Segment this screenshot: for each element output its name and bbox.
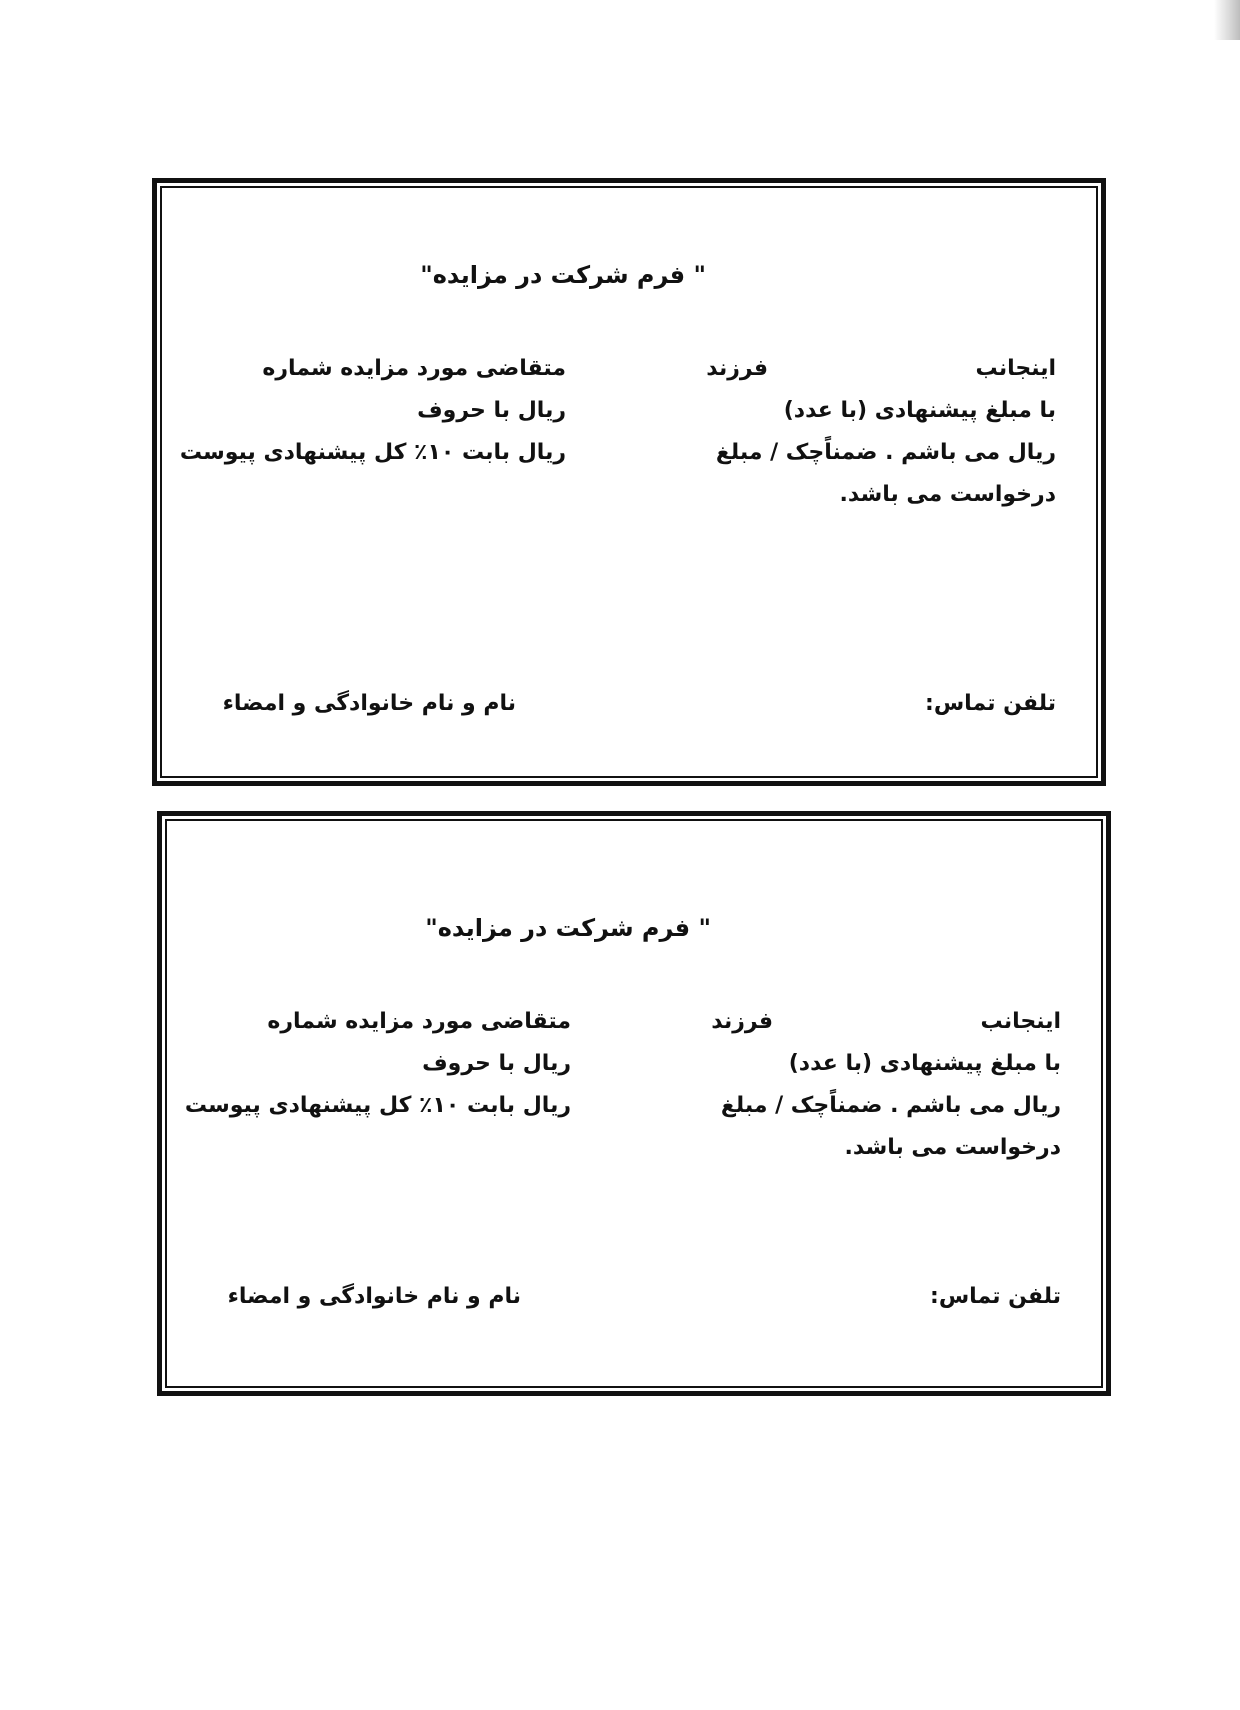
auction-form-1 xyxy=(152,178,1106,786)
request-closing-text: درخواست می باشد. xyxy=(844,1135,1061,1160)
child-of-label: فرزند xyxy=(706,356,768,381)
deposit-percent-label: ریال بابت ۱۰٪ کل پیشنهادی پیوست xyxy=(179,440,566,465)
signature-label: نام و نام خانوادگی و امضاء xyxy=(227,1284,521,1309)
auction-number-label: متقاضی مورد مزایده شماره xyxy=(262,356,566,381)
bid-amount-words-label: ریال با حروف xyxy=(422,1051,571,1076)
applicant-label: اینجانب xyxy=(975,356,1056,381)
deposit-percent-label: ریال بابت ۱۰٪ کل پیشنهادی پیوست xyxy=(184,1093,571,1118)
form-title: " فرم شرکت در مزایده" xyxy=(420,261,706,289)
child-of-label: فرزند xyxy=(711,1009,773,1034)
bid-amount-numeric-label: با مبلغ پیشنهادی (با عدد) xyxy=(783,398,1056,423)
bid-amount-words-label: ریال با حروف xyxy=(417,398,566,423)
signature-label: نام و نام خانوادگی و امضاء xyxy=(222,691,516,716)
form-title: " فرم شرکت در مزایده" xyxy=(425,914,711,942)
auction-number-label: متقاضی مورد مزایده شماره xyxy=(267,1009,571,1034)
request-closing-text: درخواست می باشد. xyxy=(839,482,1056,507)
phone-label: تلفن تماس: xyxy=(930,1284,1061,1309)
auction-form-2 xyxy=(157,811,1111,1396)
check-amount-label: ریال می باشم . ضمناًچک / مبلغ xyxy=(715,440,1056,465)
bid-amount-numeric-label: با مبلغ پیشنهادی (با عدد) xyxy=(788,1051,1061,1076)
check-amount-label: ریال می باشم . ضمناًچک / مبلغ xyxy=(720,1093,1061,1118)
phone-label: تلفن تماس: xyxy=(925,691,1056,716)
scan-edge-mark xyxy=(1214,0,1240,40)
applicant-label: اینجانب xyxy=(980,1009,1061,1034)
